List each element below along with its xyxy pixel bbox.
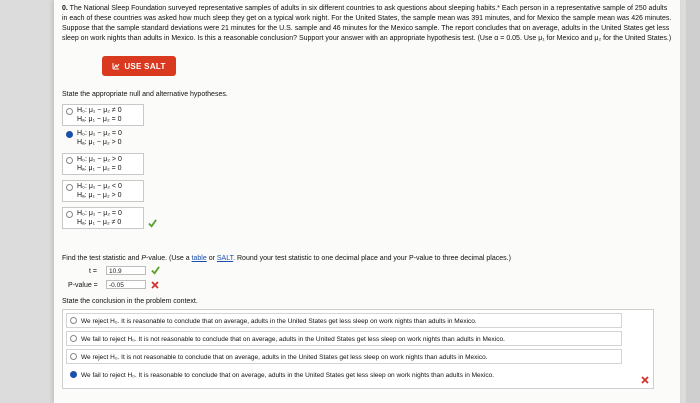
hypothesis-option-3[interactable] [62, 153, 144, 175]
prompt-text: . Round your test statistic to one decimal place and your P-value to three decimal places.) [233, 255, 511, 262]
h0-text: H₀: μ₁ − μ₂ < 0 [77, 183, 122, 190]
salt-icon [112, 62, 120, 70]
ha-text: Hₐ: μ₁ − μ₂ > 0 [77, 192, 122, 199]
conclusion-option-1[interactable] [66, 313, 622, 328]
h0-text: H₀: μ₁ − μ₂ = 0 [77, 210, 122, 217]
conclusion-option-text: We reject H₀. It is reasonable to conclude that on average, adults in the United States get less sleep on work nights than adults in Mexico. [81, 318, 477, 325]
ha-text: Hₐ: μ₁ − μ₂ > 0 [77, 139, 122, 146]
conclusion-radio-4[interactable] [70, 371, 77, 378]
hypothesis-radio-4[interactable] [66, 184, 73, 191]
t-label: t = [89, 268, 97, 275]
hypothesis-option-1[interactable] [62, 104, 144, 126]
h0-text: H₀: μ₁ − μ₂ > 0 [77, 156, 122, 163]
conclusion-radio-1[interactable] [70, 317, 77, 324]
conclusion-prompt: State the conclusion in the problem context. [62, 298, 198, 305]
use-salt-button[interactable] [102, 56, 176, 76]
use-salt-label: USE SALT [124, 61, 166, 71]
h0-text: H₀: μ₁ − μ₂ ≠ 0 [77, 107, 122, 114]
test-stat-prompt [62, 255, 511, 262]
hypothesis-option-2[interactable] [62, 127, 144, 149]
table-link[interactable]: table [191, 255, 207, 262]
p-value-incorrect-x-icon [151, 281, 159, 289]
ha-text: Hₐ: μ₁ − μ₂ = 0 [77, 116, 122, 123]
p-symbol: P [141, 255, 147, 262]
conclusion-option-3[interactable] [66, 349, 622, 364]
prompt-text: or [206, 255, 217, 262]
t-value-input[interactable]: 10.9 [106, 266, 146, 275]
question-text [62, 4, 674, 44]
hypothesis-radio-2[interactable] [66, 131, 73, 138]
hypotheses-correct-check-icon [148, 219, 157, 228]
hypothesis-radio-1[interactable] [66, 108, 73, 115]
ha-text: Hₐ: μ₁ − μ₂ = 0 [77, 165, 122, 172]
conclusion-option-text: We fail to reject H₀. It is not reasonable to conclude that on average, adults in the United States get less sleep on work nights than adults in Mexico. [81, 336, 505, 343]
conclusion-radio-3[interactable] [70, 353, 77, 360]
conclusion-options-box [62, 309, 654, 389]
question-body: The National Sleep Foundation surveyed representative samples of adults in six different countries to ask questions about sleeping habits.* Each person in a representative sample of 250 adults in each of these countries was asked how much sleep they get on a typical work night. For the United States, the sample mean was 391 minutes, and for Mexico the sample mean was 426 minutes. Suppose that the sample standard deviations were 21 minutes for the U.S. sample and 46 minutes for the Mexico sample. The report concludes that on average, adults in the United States get less sleep on work nights than adults in Mexico. Is this a reasonable conclusion? Support your answer with an appropriate hypothesis test. (Use α = 0.05. Use μ₁ for Mexico and μ₂ for the United States.) [62, 5, 672, 42]
conclusion-option-text: We fail to reject H₀. It is reasonable to conclude that on average, adults in the United States get less sleep on work nights than adults in Mexico. [81, 372, 495, 379]
question-number: 0. [62, 5, 68, 12]
conclusion-option-text: We reject H₀. It is not reasonable to conclude that on average, adults in the United States get less sleep on work nights than adults in Mexico. [81, 354, 488, 361]
t-correct-check-icon [151, 266, 160, 275]
worksheet-page [54, 0, 680, 403]
h0-text: H₀: μ₁ − μ₂ = 0 [77, 130, 122, 137]
conclusion-incorrect-x-icon [641, 376, 649, 384]
conclusion-option-2[interactable] [66, 331, 622, 346]
hypothesis-option-5[interactable] [62, 207, 144, 229]
right-edge-frame [686, 0, 700, 403]
hypothesis-radio-5[interactable] [66, 211, 73, 218]
prompt-text: -value. (Use a [146, 255, 192, 262]
p-value-label: P-value = [68, 282, 98, 289]
conclusion-radio-2[interactable] [70, 335, 77, 342]
salt-link[interactable]: SALT [216, 255, 234, 262]
prompt-text: Find the test statistic and [62, 255, 142, 262]
conclusion-option-4[interactable] [66, 367, 622, 382]
hypothesis-option-4[interactable] [62, 180, 144, 202]
hypothesis-radio-3[interactable] [66, 157, 73, 164]
p-value-input[interactable]: -0.05 [106, 280, 146, 289]
ha-text: Hₐ: μ₁ − μ₂ ≠ 0 [77, 219, 122, 226]
hypotheses-prompt: State the appropriate null and alternative hypotheses. [62, 91, 228, 98]
